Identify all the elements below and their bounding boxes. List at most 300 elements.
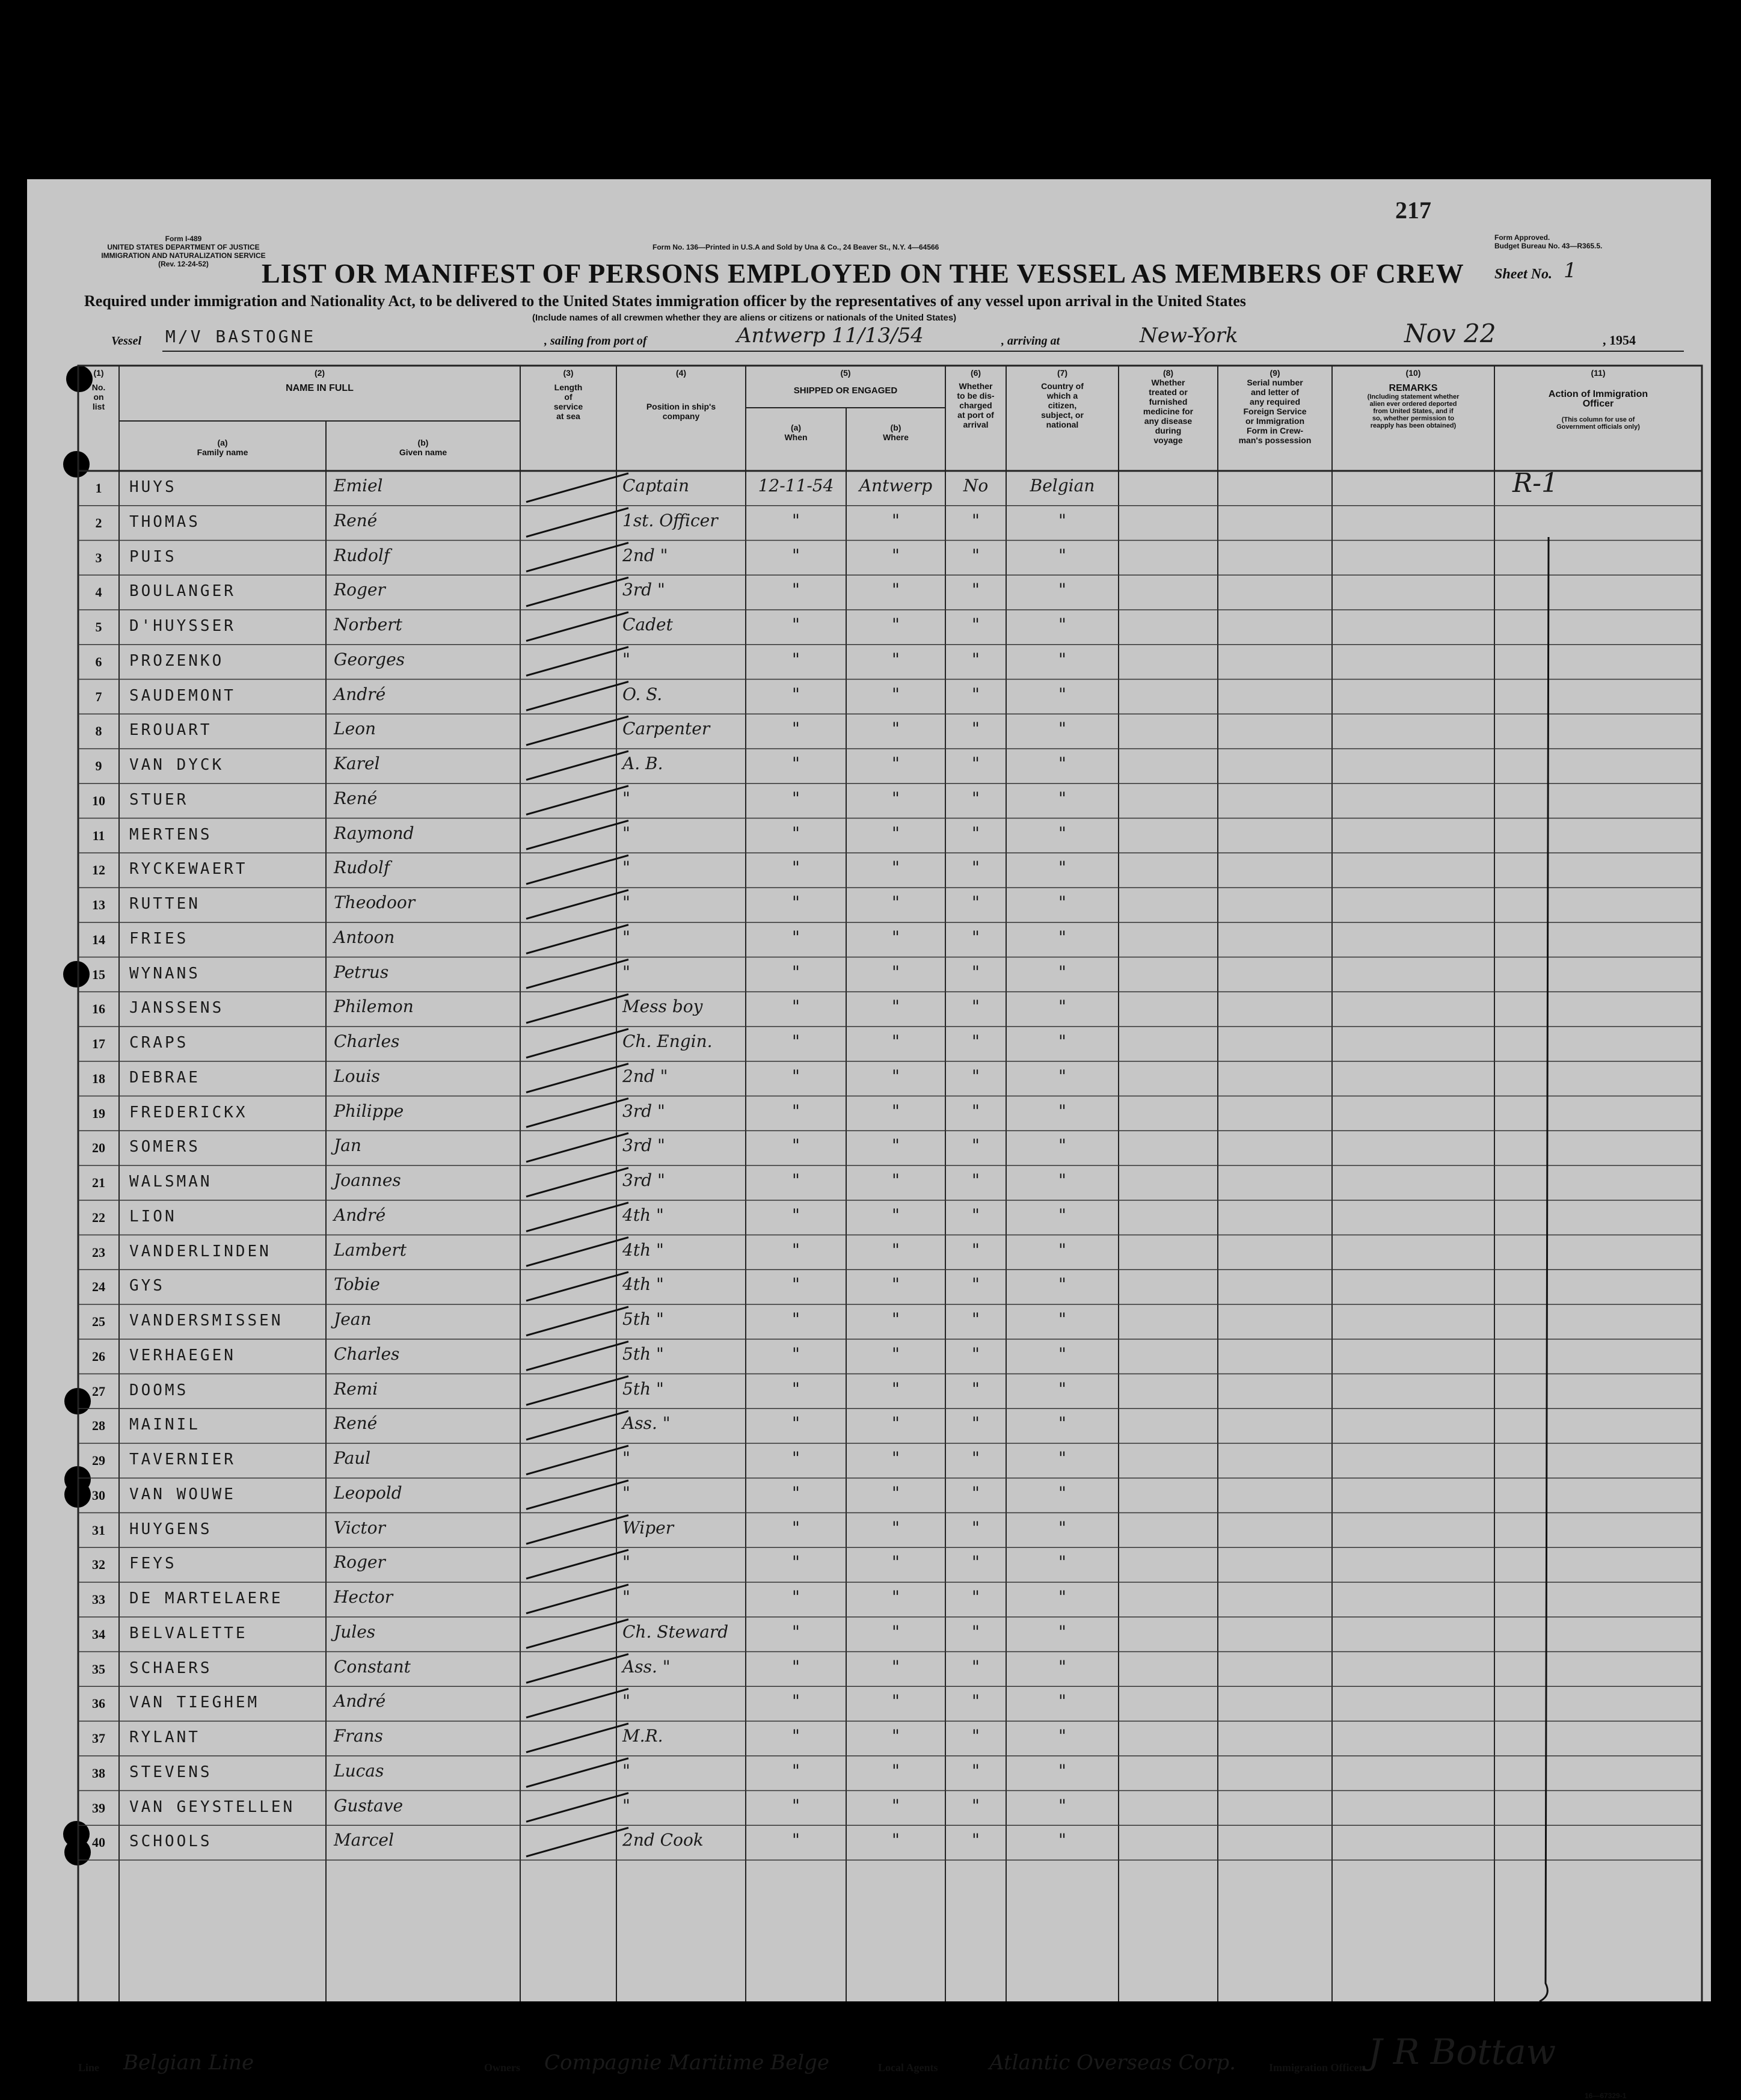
discharged: " xyxy=(972,892,980,912)
family-name: WYNANS xyxy=(129,964,200,983)
arrival-date: Nov 22 xyxy=(1404,319,1496,348)
family-name: VERHAEGEN xyxy=(129,1346,236,1365)
family-name: RYLANT xyxy=(129,1728,200,1746)
shipped-when: " xyxy=(792,510,800,530)
family-name: RYCKEWAERT xyxy=(129,860,248,879)
country: " xyxy=(1058,1239,1066,1260)
position: 3rd " xyxy=(622,1170,665,1190)
position: 3rd " xyxy=(622,1101,665,1121)
country: " xyxy=(1058,1621,1066,1642)
given-name: Leopold xyxy=(334,1482,402,1503)
given-name: Roger xyxy=(334,580,385,600)
sailing-label: , sailing from port of xyxy=(544,334,647,348)
service-check-mark xyxy=(526,786,628,815)
shipped-where: " xyxy=(892,1691,900,1712)
given-name: Jan xyxy=(334,1135,361,1156)
given-name: Marcel xyxy=(334,1830,394,1850)
shipped-where: " xyxy=(892,1621,900,1642)
position: " xyxy=(622,1760,630,1781)
country: " xyxy=(1058,1830,1066,1850)
row-number: 33 xyxy=(92,1592,105,1607)
shipped-where: " xyxy=(892,1413,900,1434)
family-name: MERTENS xyxy=(129,825,212,844)
given-name: Jean xyxy=(334,1309,372,1329)
country: " xyxy=(1058,1378,1066,1399)
col-2a-header: (a) Family name xyxy=(197,438,248,457)
family-name: HUYS xyxy=(129,478,177,496)
row-number: 7 xyxy=(95,689,102,704)
col-11-header: (11) Action of Immigration Officer (This column for use of Government officials only) xyxy=(1548,368,1648,431)
family-name: HUYGENS xyxy=(129,1520,212,1538)
discharged: " xyxy=(972,1239,980,1260)
service-check-mark xyxy=(526,855,628,884)
col-5a-header: (a) When xyxy=(784,423,808,442)
family-name: SAUDEMONT xyxy=(129,686,236,705)
shipped-when: " xyxy=(792,1066,800,1086)
family-name: WALSMAN xyxy=(129,1173,212,1191)
service-check-mark xyxy=(526,1724,628,1752)
given-name: Rudolf xyxy=(334,545,390,565)
given-name: Antoon xyxy=(334,927,395,947)
row-number: 31 xyxy=(92,1522,105,1538)
row-number: 14 xyxy=(92,932,105,947)
shipped-where: " xyxy=(892,858,900,878)
position: Ch. Steward xyxy=(622,1621,729,1642)
col-1-header: (1) No. on list xyxy=(91,368,106,411)
shipped-where: " xyxy=(892,615,900,634)
family-name: STUER xyxy=(129,790,189,809)
service-check-mark xyxy=(526,1689,628,1718)
given-name: André xyxy=(334,1691,386,1712)
row-number: 28 xyxy=(92,1418,105,1434)
shipped-when: " xyxy=(792,1482,800,1503)
service-check-mark xyxy=(526,1203,628,1232)
owners-value: Compagnie Maritime Belge xyxy=(544,2051,830,2075)
family-name: GYS xyxy=(129,1277,165,1295)
service-check-mark xyxy=(526,1238,628,1266)
col-2-header: (2) NAME IN FULL xyxy=(286,368,354,393)
discharged: " xyxy=(972,1135,980,1156)
given-name: Tobie xyxy=(334,1274,380,1295)
shipped-where: " xyxy=(892,962,900,982)
shipped-when: " xyxy=(792,1309,800,1329)
given-name: André xyxy=(334,684,386,704)
country: " xyxy=(1058,858,1066,878)
row-number: 16 xyxy=(92,1001,105,1017)
given-name: Joannes xyxy=(334,1170,401,1190)
shipped-when: " xyxy=(792,1448,800,1468)
given-name: Georges xyxy=(334,649,405,669)
shipped-when: " xyxy=(792,1239,800,1260)
family-name: VANDERSMISSEN xyxy=(129,1312,283,1330)
shipped-when: 12-11-54 xyxy=(758,476,834,496)
shipped-when: " xyxy=(792,719,800,739)
given-name: Paul xyxy=(334,1448,371,1468)
family-name: VAN DYCK xyxy=(129,756,224,774)
shipped-when: " xyxy=(792,684,800,704)
row-number: 5 xyxy=(95,619,102,634)
shipped-when: " xyxy=(792,1587,800,1607)
shipped-when: " xyxy=(792,1413,800,1434)
given-name: Victor xyxy=(334,1517,385,1538)
country: " xyxy=(1058,580,1066,600)
given-name: René xyxy=(334,1413,378,1434)
country: " xyxy=(1058,962,1066,982)
shipped-where: " xyxy=(892,892,900,912)
given-name: Norbert xyxy=(334,615,402,634)
service-check-mark xyxy=(526,1029,628,1058)
shipped-when: " xyxy=(792,1552,800,1573)
row-number: 11 xyxy=(92,827,105,843)
family-name: RUTTEN xyxy=(129,895,200,913)
position: 4th " xyxy=(622,1239,664,1260)
given-name: Leon xyxy=(334,719,376,739)
service-check-mark xyxy=(526,1654,628,1683)
discharged: " xyxy=(972,754,980,773)
shipped-when: " xyxy=(792,754,800,773)
shipped-where: " xyxy=(892,684,900,704)
position: " xyxy=(622,1691,630,1712)
shipped-where: " xyxy=(892,580,900,600)
position: O. S. xyxy=(622,684,663,704)
row-number: 8 xyxy=(95,723,102,739)
position: " xyxy=(622,858,630,878)
form-approved: Form Approved. Budget Bureau No. 43—R365.5. xyxy=(1494,233,1603,250)
shipped-when: " xyxy=(792,1621,800,1642)
shipped-when: " xyxy=(792,1378,800,1399)
line-label: Line xyxy=(78,2062,100,2074)
row-number: 17 xyxy=(92,1036,105,1051)
family-name: DEBRAE xyxy=(129,1068,200,1087)
family-name: SCHAERS xyxy=(129,1659,212,1677)
position: " xyxy=(622,962,630,982)
family-name: TAVERNIER xyxy=(129,1451,236,1469)
row-number: 34 xyxy=(92,1626,105,1642)
arrival-year: , 1954 xyxy=(1603,333,1636,348)
country: " xyxy=(1058,1656,1066,1677)
shipped-where: " xyxy=(892,649,900,669)
family-name: VAN TIEGHEM xyxy=(129,1693,260,1712)
service-check-mark xyxy=(526,543,628,572)
col-2b-header: (b) Given name xyxy=(399,438,447,457)
given-name: Roger xyxy=(334,1552,385,1573)
service-check-mark xyxy=(526,821,628,850)
col-10-header: (10) REMARKS (Including statement whether alien ever ordered deported from United States, and if so, whether permission to reapply has been obtained) xyxy=(1367,368,1460,429)
shipped-when: " xyxy=(792,1795,800,1816)
country: " xyxy=(1058,649,1066,669)
country: " xyxy=(1058,892,1066,912)
vessel-label: Vessel xyxy=(111,334,141,348)
shipped-where: " xyxy=(892,1726,900,1746)
row-number: 3 xyxy=(95,550,102,565)
discharged: " xyxy=(972,996,980,1017)
service-check-mark xyxy=(526,1272,628,1301)
country: " xyxy=(1058,1726,1066,1746)
row-number: 21 xyxy=(92,1175,105,1190)
country: " xyxy=(1058,1517,1066,1538)
shipped-when: " xyxy=(792,996,800,1017)
position: Captain xyxy=(622,476,689,496)
shipped-when: " xyxy=(792,1830,800,1850)
service-check-mark xyxy=(526,1515,628,1544)
row-number: 12 xyxy=(92,862,105,878)
shipped-when: " xyxy=(792,1135,800,1156)
country: " xyxy=(1058,510,1066,530)
row-number: 38 xyxy=(92,1765,105,1781)
family-name: PROZENKO xyxy=(129,651,224,670)
service-check-mark xyxy=(526,1620,628,1648)
shipped-where: " xyxy=(892,788,900,808)
given-name: Jules xyxy=(334,1621,376,1642)
col-9-header: (9) Serial number and letter of any required Foreign Service or Immigration Form in Crew- man's possession xyxy=(1238,368,1312,445)
country: " xyxy=(1058,1170,1066,1190)
service-check-mark xyxy=(526,1064,628,1093)
family-name: VAN GEYSTELLEN xyxy=(129,1798,295,1816)
sheet-number: 1 xyxy=(1564,259,1577,283)
shipped-when: " xyxy=(792,927,800,947)
shipped-when: " xyxy=(792,892,800,912)
discharged: " xyxy=(972,1170,980,1190)
country: " xyxy=(1058,684,1066,704)
discharged: " xyxy=(972,1101,980,1121)
officer-signature: J R Bottaw xyxy=(1368,2031,1556,2072)
position: " xyxy=(622,927,630,947)
country: " xyxy=(1058,1135,1066,1156)
country: " xyxy=(1058,1691,1066,1712)
given-name: Rudolf xyxy=(334,858,390,878)
row-number: 22 xyxy=(92,1209,105,1225)
family-name: SCHOOLS xyxy=(129,1832,212,1851)
discharged: " xyxy=(972,927,980,947)
family-name: THOMAS xyxy=(129,512,200,531)
family-name: STEVENS xyxy=(129,1763,212,1781)
country: " xyxy=(1058,1309,1066,1329)
position: Carpenter xyxy=(622,719,710,739)
shipped-where: " xyxy=(892,1378,900,1399)
sailing-port: Antwerp 11/13/54 xyxy=(737,324,924,348)
shipped-where: " xyxy=(892,1031,900,1051)
shipped-where: " xyxy=(892,1205,900,1225)
country: " xyxy=(1058,1066,1066,1086)
row-number: 6 xyxy=(95,654,102,669)
arriving-label: , arriving at xyxy=(1001,334,1060,348)
discharged: " xyxy=(972,1309,980,1329)
position: " xyxy=(622,1795,630,1816)
row-number: 1 xyxy=(95,480,102,496)
discharged: " xyxy=(972,1656,980,1677)
country: " xyxy=(1058,823,1066,843)
shipped-when: " xyxy=(792,580,800,600)
discharged: " xyxy=(972,1726,980,1746)
shipped-when: " xyxy=(792,1517,800,1538)
shipped-when: " xyxy=(792,545,800,565)
include-note: (Include names of all crewmen whether they are aliens or citizens or nationals of the United States) xyxy=(532,313,957,323)
position: 2nd " xyxy=(622,545,668,565)
position: " xyxy=(622,823,630,843)
family-name: SOMERS xyxy=(129,1138,200,1156)
position: " xyxy=(622,1482,630,1503)
col-8-header: (8) Whether treated or furnished medicine for any disease during voyage xyxy=(1143,368,1194,445)
service-check-mark xyxy=(526,1446,628,1475)
position: Cadet xyxy=(622,615,673,634)
given-name: René xyxy=(334,510,378,530)
row-number: 24 xyxy=(92,1279,105,1295)
country: " xyxy=(1058,927,1066,947)
service-check-mark xyxy=(526,1758,628,1787)
discharged: " xyxy=(972,1760,980,1781)
subtitle: Required under immigration and Nationality Act, to be delivered to the United States immigration officer by the representatives of any vessel upon arrival in the United States xyxy=(84,292,1246,310)
given-name: Raymond xyxy=(334,823,414,843)
given-name: Lambert xyxy=(334,1239,407,1260)
discharged: " xyxy=(972,649,980,669)
shipped-where: " xyxy=(892,1274,900,1295)
manifest-sheet xyxy=(27,179,1711,2100)
service-check-mark xyxy=(526,925,628,954)
shipped-where: " xyxy=(892,1482,900,1503)
discharged: " xyxy=(972,684,980,704)
discharged: " xyxy=(972,962,980,982)
given-name: Gustave xyxy=(334,1795,404,1816)
position: 2nd Cook xyxy=(622,1830,704,1850)
discharged: " xyxy=(972,1066,980,1086)
discharged: " xyxy=(972,1795,980,1816)
shipped-where: " xyxy=(892,1448,900,1468)
col-3-header: (3) Length of service at sea xyxy=(553,368,583,421)
given-name: René xyxy=(334,788,378,808)
given-name: Constant xyxy=(334,1656,411,1677)
row-number: 29 xyxy=(92,1453,105,1468)
row-number: 9 xyxy=(95,758,102,773)
shipped-where: Antwerp xyxy=(859,476,933,496)
discharged: " xyxy=(972,1691,980,1712)
shipped-where: " xyxy=(892,719,900,739)
discharged: " xyxy=(972,1031,980,1051)
shipped-when: " xyxy=(792,1656,800,1677)
officer-label: Immigration Officer. xyxy=(1269,2062,1366,2074)
page-title: LIST OR MANIFEST OF PERSONS EMPLOYED ON THE VESSEL AS MEMBERS OF CREW xyxy=(262,258,1464,289)
row-number: 35 xyxy=(92,1661,105,1677)
arriving-port: New-York xyxy=(1140,324,1238,348)
family-name: FRIES xyxy=(129,929,189,948)
country: " xyxy=(1058,788,1066,808)
country: " xyxy=(1058,1274,1066,1295)
shipped-where: " xyxy=(892,1101,900,1121)
shipped-when: " xyxy=(792,1101,800,1121)
col-6-header: (6) Whether to be dis- charged at port of arrival xyxy=(957,368,995,429)
discharged: " xyxy=(972,1205,980,1225)
shipped-when: " xyxy=(792,1726,800,1746)
position: " xyxy=(622,788,630,808)
form-id-block: Form I-489 UNITED STATES DEPARTMENT OF JUSTICE IMMIGRATION AND NATURALIZATION SERVICE (Rev. 12-24-52) xyxy=(101,235,266,268)
shipped-where: " xyxy=(892,1587,900,1607)
shipped-when: " xyxy=(792,1274,800,1295)
shipped-where: " xyxy=(892,823,900,843)
shipped-when: " xyxy=(792,1343,800,1364)
shipped-where: " xyxy=(892,1239,900,1260)
row-number: 40 xyxy=(92,1835,105,1850)
position: 5th " xyxy=(622,1378,664,1399)
shipped-when: " xyxy=(792,1760,800,1781)
discharged: No xyxy=(963,476,989,496)
shipped-when: " xyxy=(792,1170,800,1190)
given-name: Louis xyxy=(334,1066,380,1086)
discharged: " xyxy=(972,580,980,600)
row-number: 37 xyxy=(92,1731,105,1746)
service-check-mark xyxy=(526,1828,628,1856)
country: " xyxy=(1058,1587,1066,1607)
row-number: 30 xyxy=(92,1487,105,1503)
family-name: DOOMS xyxy=(129,1381,189,1399)
discharged: " xyxy=(972,719,980,739)
service-check-mark xyxy=(526,1585,628,1613)
position: Mess boy xyxy=(622,996,703,1017)
discharged: " xyxy=(972,1830,980,1850)
country: " xyxy=(1058,545,1066,565)
shipped-where: " xyxy=(892,1795,900,1816)
discharged: " xyxy=(972,1448,980,1468)
country: " xyxy=(1058,1101,1066,1121)
shipped-where: " xyxy=(892,1135,900,1156)
position: M.R. xyxy=(622,1726,663,1746)
given-name: André xyxy=(334,1205,386,1225)
country: " xyxy=(1058,719,1066,739)
given-name: Philemon xyxy=(334,996,414,1017)
page-number: 217 xyxy=(1395,197,1431,224)
country: " xyxy=(1058,1448,1066,1468)
service-check-mark xyxy=(526,1307,628,1336)
agents-value: Atlantic Overseas Corp. xyxy=(989,2051,1236,2075)
row-number: 39 xyxy=(92,1800,105,1816)
service-check-mark xyxy=(526,508,628,537)
agents-label: Local Agents xyxy=(878,2062,938,2074)
shipped-where: " xyxy=(892,1343,900,1364)
service-check-mark xyxy=(526,1550,628,1579)
given-name: Emiel xyxy=(334,476,383,496)
col-7-header: (7) Country of which a citizen, subject, or national xyxy=(1041,368,1084,429)
shipped-when: " xyxy=(792,649,800,669)
given-name: Frans xyxy=(334,1726,383,1746)
discharged: " xyxy=(972,510,980,530)
service-check-mark xyxy=(526,716,628,745)
discharged: " xyxy=(972,1343,980,1364)
family-name: VANDERLINDEN xyxy=(129,1242,271,1260)
country: Belgian xyxy=(1030,476,1095,496)
service-check-mark xyxy=(526,612,628,641)
service-check-mark xyxy=(526,1793,628,1822)
family-name: PUIS xyxy=(129,547,177,566)
position: " xyxy=(622,1587,630,1607)
family-name: LION xyxy=(129,1207,177,1226)
country: " xyxy=(1058,615,1066,634)
action-mark: R-1 xyxy=(1512,468,1558,499)
row-number: 13 xyxy=(92,897,105,912)
service-check-mark xyxy=(526,1342,628,1371)
position: Wiper xyxy=(622,1517,674,1538)
service-check-mark xyxy=(526,1168,628,1197)
discharged: " xyxy=(972,1621,980,1642)
country: " xyxy=(1058,1760,1066,1781)
family-name: BELVALETTE xyxy=(129,1624,248,1642)
row-number: 15 xyxy=(92,966,105,982)
family-name: EROUART xyxy=(129,721,212,740)
position: " xyxy=(622,1552,630,1573)
country: " xyxy=(1058,1552,1066,1573)
row-number: 20 xyxy=(92,1140,105,1156)
family-name: MAINIL xyxy=(129,1416,200,1434)
position: " xyxy=(622,892,630,912)
shipped-when: " xyxy=(792,1205,800,1225)
shipped-where: " xyxy=(892,754,900,773)
